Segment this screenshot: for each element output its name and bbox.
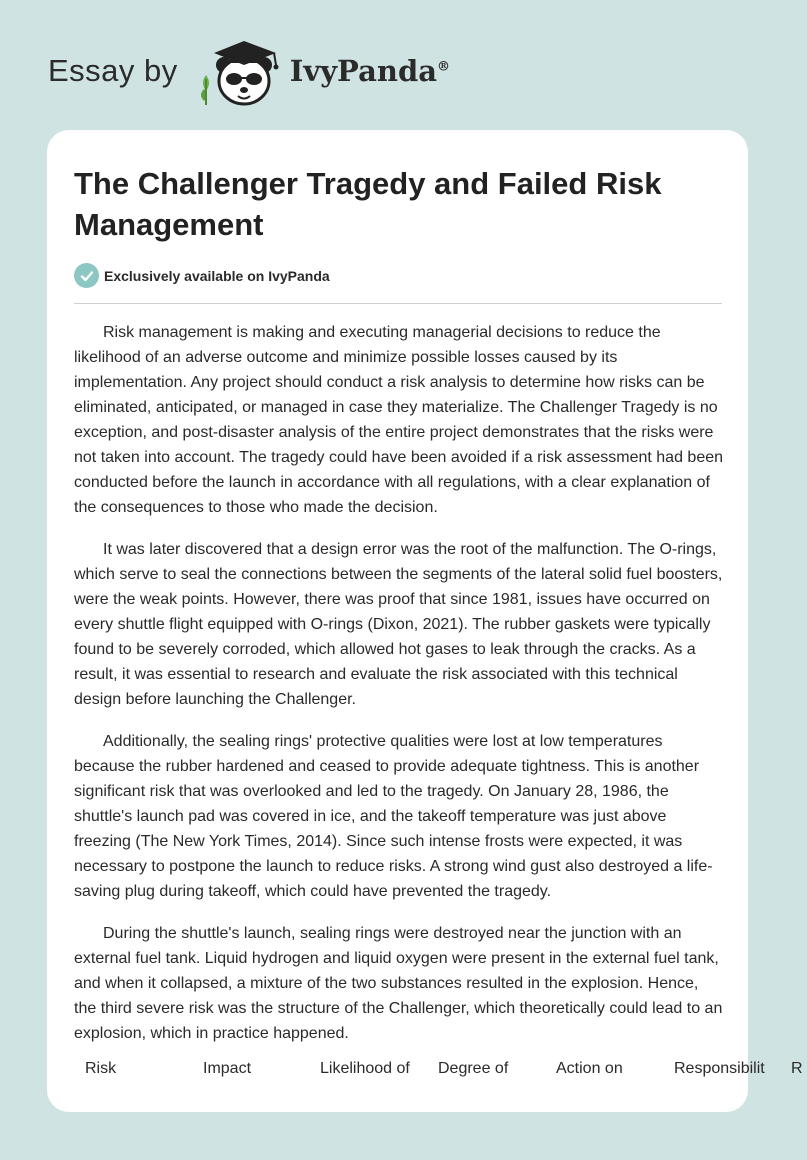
exclusive-badge-label: Exclusively available on IvyPanda	[104, 267, 330, 284]
table-header-cell: R	[791, 1060, 803, 1077]
paragraph: During the shuttle's launch, sealing rings were destroyed near the junction with an external fuel tank. Liquid hydrogen and liquid oxygen were present in the external fuel tank, and when it collapsed, a mixture of the two substances resulted in the explosion. Hence, the third severe risk was the structure of the Challenger, which theoretically could lead to an explosion, which in practice happened.	[74, 925, 723, 1042]
panda-logo-icon[interactable]	[196, 35, 286, 107]
exclusive-badge	[74, 263, 330, 288]
table-header-cell: Degree of	[438, 1060, 509, 1077]
article-card	[47, 130, 803, 1112]
checkmark-icon	[74, 263, 99, 288]
table-header-cell: Risk	[85, 1060, 117, 1077]
table-header-cell: Responsibilit	[674, 1060, 765, 1077]
table-header-cell: Impact	[203, 1060, 252, 1077]
paragraph: Risk management is making and executing managerial decisions to reduce the likelihood of an adverse outcome and minimize possible losses caused by its implementation. Any project should conduct a risk analysis to determine how risks can be eliminated, anticipated, or managed in case they materialize. The Challenger Tragedy is no exception, and post-disaster analysis of the entire project demonstrates that the risks were not taken into account. The tragedy could have been avoided if a risk assessment had been conducted before the launch in accordance with all regulations, with a clear explanation of the consequences to those who made the decision.	[74, 324, 724, 516]
article-title: The Challenger Tragedy and Failed Risk Management	[74, 166, 662, 242]
table-header-cell: Likelihood of	[320, 1060, 410, 1077]
brand-prefix: Essay by	[48, 53, 178, 88]
paragraph: It was later discovered that a design error was the root of the malfunction. The O-rings, which serve to seal the connections between the segments of the lateral solid fuel boosters, were the weak points. However, there was proof that since 1981, issues have occurred on every shuttle flight equipped with O-rings (Dixon, 2021). The rubber gaskets were typically found to be severely corroded, which allowed hot gases to leak through the cracks. As a result, it was essential to research and evaluate the risk associated with this technical design before launching the Challenger.	[74, 541, 723, 708]
brand-name[interactable]: IvyPanda®	[289, 54, 451, 88]
article-body	[74, 320, 724, 1063]
table-header-cell: Action on	[556, 1060, 623, 1077]
site-header	[48, 36, 450, 106]
divider	[74, 303, 722, 304]
risk-table-header	[47, 1060, 807, 1084]
paragraph: Additionally, the sealing rings' protective qualities were lost at low temperatures because the rubber hardened and ceased to provide adequate tightness. This is another significant risk that was overlooked and led to the tragedy. On January 28, 1986, the shuttle's launch pad was covered in ice, and the takeoff temperature was just above freezing (The New York Times, 2014). Since such intense frosts were expected, it was necessary to postpone the launch to reduce risks. A strong wind gust also destroyed a life-saving plug during takeoff, which could have prevented the tragedy.	[74, 733, 713, 900]
registered-mark: ®	[437, 59, 451, 75]
